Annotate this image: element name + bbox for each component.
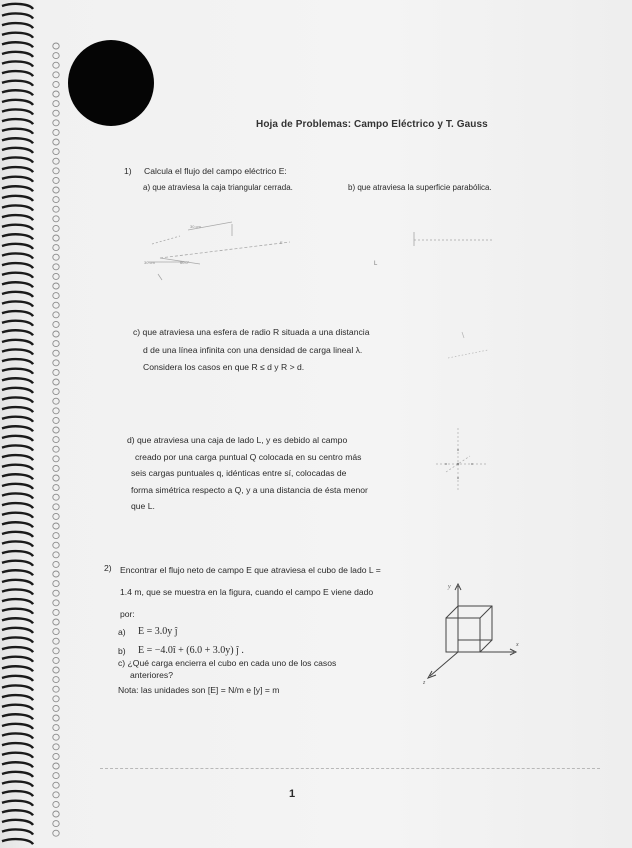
binding-hole (53, 177, 59, 183)
spiral-coil (2, 503, 33, 508)
spiral-coil (2, 599, 33, 604)
spiral-coil (2, 397, 33, 402)
spiral-coil (2, 628, 33, 633)
binding-hole (53, 773, 59, 779)
spiral-coil (2, 186, 33, 191)
spiral-coil (2, 561, 33, 566)
spiral-coil (2, 340, 33, 345)
problem-1c-line: Considera los casos en que R ≤ d y R > d. (143, 362, 305, 372)
problem-2-line: por: (120, 609, 135, 619)
binding-hole (53, 475, 59, 481)
footer-rule (100, 768, 600, 769)
spiral-coil (2, 743, 33, 748)
spiral-coil (2, 781, 33, 786)
spiral-coil (2, 253, 33, 258)
binding-hole (53, 494, 59, 500)
spiral-coil (2, 23, 33, 28)
spiral-coil (2, 42, 33, 47)
binding-hole (53, 638, 59, 644)
binding-hole (53, 389, 59, 395)
spiral-coil (2, 839, 33, 844)
spiral-coil (2, 772, 33, 777)
problem-1d-line: que L. (131, 501, 155, 511)
svg-text:L: L (374, 261, 378, 267)
binding-hole (53, 657, 59, 663)
spiral-coil (2, 273, 33, 278)
problem-1a-text: a) que atraviesa la caja triangular cerrada. (143, 183, 293, 192)
spiral-coil (2, 71, 33, 76)
spiral-coil (2, 609, 33, 614)
svg-text:E: E (280, 240, 283, 245)
spiral-coil (2, 167, 33, 172)
binding-holes (48, 40, 64, 840)
binding-hole (53, 283, 59, 289)
spiral-coil (2, 196, 33, 201)
binding-hole (53, 81, 59, 87)
problem-1d-line: forma simétrica respecto a Q, y a una distancia de ésta menor (131, 484, 368, 495)
axis-x-label: x (516, 642, 519, 648)
binding-hole (53, 197, 59, 203)
axis-z-label: z (423, 680, 426, 686)
spiral-coil (2, 369, 33, 374)
binding-hole (53, 158, 59, 164)
problem-2-line: 1.4 m, que se muestra en la figura, cuando el campo E viene dado (120, 587, 374, 597)
spiral-coil (2, 522, 33, 527)
spiral-coil (2, 13, 33, 18)
binding-hole (53, 821, 59, 827)
problem-2b-label: b) (118, 646, 126, 656)
binding-hole (53, 264, 59, 270)
problem-2-number: 2) (104, 563, 112, 573)
problem-2c-line: c) ¿Qué carga encierra el cubo en cada uno de los casos (118, 658, 337, 668)
binding-hole (53, 341, 59, 347)
binding-hole (53, 763, 59, 769)
binding-hole (53, 561, 59, 567)
binding-hole (53, 734, 59, 740)
triangular-box-figure (140, 214, 310, 284)
problem-2-note: Nota: las unidades son [E] = N/m e [y] = m (118, 685, 280, 695)
problem-2c-line: anteriores? (130, 670, 173, 680)
spiral-coil (2, 100, 33, 105)
binding-hole (53, 149, 59, 155)
problem-2-statement (120, 559, 381, 625)
axis-y-label: y (448, 584, 451, 590)
binding-hole (53, 129, 59, 135)
problem-2a-expr: E = 3.0y ĵ (138, 626, 178, 637)
spiral-coil (2, 205, 33, 210)
spiral-coil (2, 349, 33, 354)
problem-2c-text (118, 657, 336, 681)
binding-hole (53, 216, 59, 222)
spiral-coil (2, 810, 33, 815)
binding-hole (53, 72, 59, 78)
svg-text:30 cm: 30 cm (190, 224, 201, 229)
spiral-coil (2, 724, 33, 729)
binding-hole (53, 225, 59, 231)
binding-hole (53, 235, 59, 241)
binding-hole (53, 369, 59, 375)
binding-hole (53, 686, 59, 692)
binding-hole (53, 590, 59, 596)
cube-figure (420, 576, 526, 690)
binding-hole (53, 139, 59, 145)
binding-hole (53, 609, 59, 615)
binding-hole (53, 485, 59, 491)
problem-2-line: Encontrar el flujo neto de campo E que atraviesa el cubo de lado L = (120, 565, 381, 575)
spiral-coil (2, 551, 33, 556)
binding-hole (53, 571, 59, 577)
binding-hole (53, 619, 59, 625)
spiral-coil (2, 695, 33, 700)
problem-1b-text: b) que atraviesa la superficie parabólica. (348, 183, 492, 192)
problem-2b-expr: E = −4.0î + (6.0 + 3.0y) ĵ . (138, 645, 244, 656)
spiral-binding (0, 0, 34, 848)
problem-1d-text (127, 432, 368, 515)
spiral-coil (2, 138, 33, 143)
binding-hole (53, 293, 59, 299)
spiral-coil (2, 301, 33, 306)
spiral-coil (2, 685, 33, 690)
binding-hole (53, 350, 59, 356)
spiral-coil (2, 484, 33, 489)
binding-hole (53, 437, 59, 443)
spiral-coil (2, 666, 33, 671)
spiral-coil (2, 570, 33, 575)
spiral-coil (2, 52, 33, 57)
binding-hole (53, 600, 59, 606)
spiral-coil (2, 282, 33, 287)
spiral-coil (2, 532, 33, 537)
spiral-coil (2, 225, 33, 230)
spiral-coil (2, 801, 33, 806)
spiral-coil (2, 407, 33, 412)
binding-hole (53, 254, 59, 260)
spiral-coil (2, 445, 33, 450)
spiral-coil (2, 676, 33, 681)
spiral-coil (2, 90, 33, 95)
spiral-coil (2, 148, 33, 153)
problem-1-number: 1) (124, 166, 132, 176)
binding-hole (53, 120, 59, 126)
spiral-coil (2, 177, 33, 182)
binding-hole (53, 542, 59, 548)
spiral-coil (2, 33, 33, 38)
binding-hole (53, 360, 59, 366)
problem-1c-line: d de una línea infinita con una densidad de carga lineal λ. (143, 344, 363, 355)
spiral-coil (2, 378, 33, 383)
binding-hole (53, 53, 59, 59)
spiral-coil (2, 733, 33, 738)
problem-1c-line: c) que atraviesa una esfera de radio R situada a una distancia (133, 327, 370, 337)
spiral-coil (2, 657, 33, 662)
binding-hole (53, 744, 59, 750)
problem-1d-line: seis cargas puntuales q, idénticas entre sí, colocadas de (131, 468, 347, 478)
spiral-coil (2, 234, 33, 239)
binding-hole (53, 91, 59, 97)
spiral-coil (2, 465, 33, 470)
binding-hole (53, 725, 59, 731)
binding-hole (53, 782, 59, 788)
binding-hole (53, 792, 59, 798)
spiral-coil (2, 455, 33, 460)
problem-1d-line: d) que atraviesa una caja de lado L, y es debido al campo (127, 435, 348, 445)
spiral-coil (2, 263, 33, 268)
binding-hole (53, 321, 59, 327)
binding-hole (53, 206, 59, 212)
binding-hole (53, 677, 59, 683)
binding-hole (53, 667, 59, 673)
spiral-coil (2, 4, 33, 9)
spiral-coil (2, 359, 33, 364)
spiral-coil (2, 791, 33, 796)
binding-hole (53, 187, 59, 193)
binding-hole (53, 648, 59, 654)
spiral-coil (2, 388, 33, 393)
spiral-coil (2, 714, 33, 719)
binding-hole (53, 62, 59, 68)
spiral-coil (2, 417, 33, 422)
spiral-coil (2, 618, 33, 623)
charges-box-figure (424, 420, 494, 520)
binding-hole (53, 513, 59, 519)
spiral-coil (2, 820, 33, 825)
spiral-coil (2, 474, 33, 479)
problem-1c-text (133, 324, 369, 377)
binding-hole (53, 801, 59, 807)
spiral-coil (2, 330, 33, 335)
binding-hole (53, 523, 59, 529)
binding-hole (53, 753, 59, 759)
spiral-coil (2, 829, 33, 834)
binding-hole (53, 379, 59, 385)
spiral-coil (2, 311, 33, 316)
parabolic-surface-figure (408, 226, 498, 256)
spiral-coil (2, 493, 33, 498)
spiral-coil (2, 244, 33, 249)
spiral-coil (2, 753, 33, 758)
binding-hole (53, 408, 59, 414)
spiral-coil (2, 215, 33, 220)
problem-2a-label: a) (118, 627, 126, 637)
spiral-coil (2, 119, 33, 124)
problem-1d-line: creado por una carga puntual Q colocada en su centro más (135, 451, 362, 462)
binding-hole (53, 273, 59, 279)
binding-hole (53, 168, 59, 174)
binding-hole (53, 110, 59, 116)
spiral-coil (2, 637, 33, 642)
binding-hole (53, 715, 59, 721)
binding-hole (53, 581, 59, 587)
spiral-coil (2, 513, 33, 518)
redaction-blot (68, 40, 154, 126)
binding-hole (53, 302, 59, 308)
figure-mark (372, 256, 388, 268)
svg-text:60.0°: 60.0° (180, 260, 190, 265)
problem-1-statement: Calcula el flujo del campo eléctrico E: (144, 166, 287, 176)
spiral-coil (2, 321, 33, 326)
spiral-coil (2, 580, 33, 585)
binding-hole (53, 811, 59, 817)
binding-hole (53, 705, 59, 711)
binding-hole (53, 504, 59, 510)
binding-hole (53, 417, 59, 423)
spiral-coil (2, 705, 33, 710)
spiral-coil (2, 589, 33, 594)
svg-text:30 cm: 30 cm (144, 260, 155, 265)
binding-hole (53, 696, 59, 702)
spiral-coil (2, 436, 33, 441)
binding-hole (53, 456, 59, 462)
binding-hole (53, 446, 59, 452)
spiral-coil (2, 292, 33, 297)
binding-hole (53, 101, 59, 107)
binding-hole (53, 465, 59, 471)
spiral-coil (2, 647, 33, 652)
binding-hole (53, 331, 59, 337)
binding-hole (53, 312, 59, 318)
binding-hole (53, 427, 59, 433)
spiral-coil (2, 541, 33, 546)
binding-hole (53, 830, 59, 836)
sphere-line-figure (428, 318, 508, 372)
binding-hole (53, 533, 59, 539)
spiral-coil (2, 426, 33, 431)
spiral-coil (2, 81, 33, 86)
spiral-coil (2, 157, 33, 162)
page-title: Hoja de Problemas: Campo Eléctrico y T. Gauss (256, 119, 488, 130)
binding-hole (53, 552, 59, 558)
binding-hole (53, 629, 59, 635)
binding-hole (53, 43, 59, 49)
binding-hole (53, 398, 59, 404)
spiral-coil (2, 109, 33, 114)
spiral-coil (2, 61, 33, 66)
spiral-coil (2, 762, 33, 767)
binding-hole (53, 245, 59, 251)
spiral-coil (2, 129, 33, 134)
page-number: 1 (289, 788, 296, 800)
